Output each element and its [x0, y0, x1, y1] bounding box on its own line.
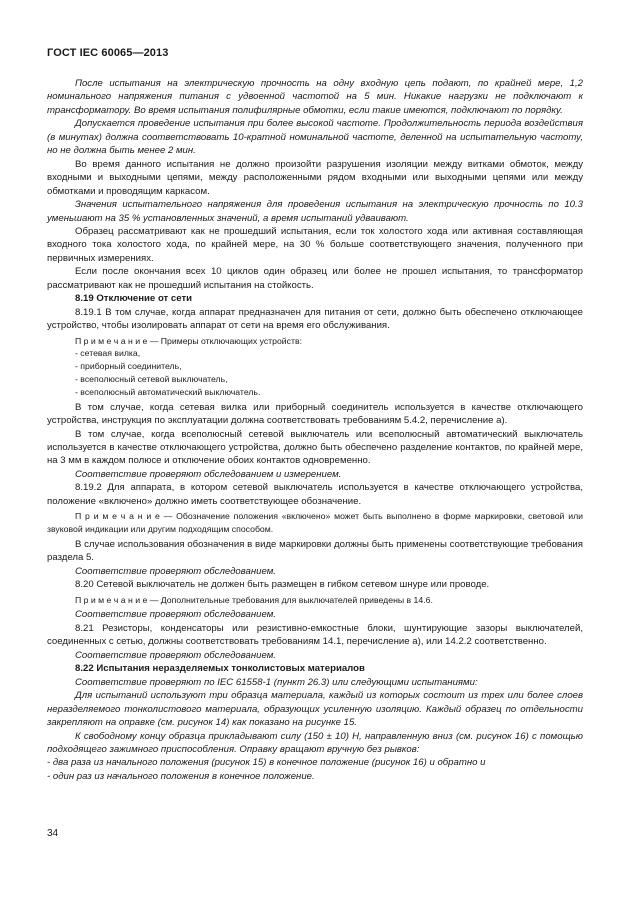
list-item: - приборный соединитель,: [75, 361, 182, 372]
paragraph: После испытания на электрическую прочность на одну входную цепь подают, по крайней мере, 1,2 номинального напряжения питания с удвоенной частотой на 5 мин. Никакие нагрузки не подключают к трансформатору. Во время испытания полифилярные обмотки, если такие имеются, подключают по порядку.: [47, 78, 583, 116]
paragraph: Допускается проведение испытания при более высокой частоте. Продолжительность периода воздействия (в минутах) должна соответствовать 10-кратной номинальной частоте, деленной на испытательную частоту, но не должна быть менее 2 мин.: [47, 118, 583, 157]
note: П р и м е ч а н и е — Обозначение положения «включено» может быть выполнено в форме маркировки, световой или звуковой индикации или другим подходящим способом.: [47, 511, 583, 535]
paragraph: В случае использования обозначения в виде маркировки должны быть применены соответствующие требования раздела 5.: [47, 538, 583, 564]
list-item: - сетевая вилка,: [75, 348, 141, 359]
paragraph: Соответствие проверяют обследованием.: [75, 565, 276, 577]
paragraph: Для испытаний используют три образца материала, каждый из которых состоит из трех или более слоев неразделяемого тонколистового материала, образующих усиленную изоляцию. Каждый образец по отдельности закрепляют на оправке (см. рисунок 14) как показано на рисунке 15.: [47, 690, 583, 729]
paragraph: В том случае, когда всеполюсный сетевой выключатель или всеполюсный автоматический выключатель используется в качестве отключающего устройства, должно быть обеспечено разделение контактов, по крайней мере, на 3 мм в каждом полюсе и отключение обоих контактов одновременно.: [47, 428, 583, 467]
paragraph: К свободному концу образца прикладывают силу (150 ± 10) Н, направленную вниз (см. рисунок 16) с помощью подходящего зажимного приспособления. Оправку вращают вручную без рывков:: [47, 730, 583, 755]
paragraph: Соответствие проверяют обследованием.: [75, 649, 276, 661]
paragraph: 8.21 Резисторы, конденсаторы или резистивно-емкостные блоки, шунтирующие зазоры выключателей, соединенных с сетью, должны соответствовать требованиям 14.1, перечисление а), или 14.2.2 соответственно.: [47, 622, 583, 648]
paragraph: Если после окончания всех 10 циклов один образец или более не прошел испытания, то трансформатор рассматривают как не прошедший испытания на стойкость.: [47, 266, 583, 291]
paragraph: 8.20 Сетевой выключатель не должен быть размещен в гибком сетевом шнуре или проводе.: [75, 579, 490, 591]
page-number: 34: [47, 828, 59, 839]
paragraph: Соответствие проверяют обследованием.: [75, 609, 276, 621]
document-header: ГОСТ IEC 60065—2013: [47, 47, 169, 59]
paragraph: Образец рассматривают как не прошедший испытания, если ток холостого хода или активная составляющая входного тока холостого хода, по крайней мере, на 30 % больше соответствующего значения, полученного при первичных измерениях.: [47, 225, 583, 264]
section-heading: 8.19 Отключение от сети: [75, 293, 193, 305]
note: П р и м е ч а н и е — Примеры отключающих устройств:: [75, 335, 303, 346]
paragraph: Соответствие проверяют обследованием и измерением.: [75, 468, 342, 480]
paragraph: Значения испытательного напряжения для проведения испытания на электрическую прочность по 10.3 уменьшают на 35 % установленных значений, а время испытаний удваивают.: [47, 199, 583, 224]
list-item: - два раза из начального положения (рисунок 15) в конечное положение (рисунок 16) и обратно и: [47, 757, 486, 769]
paragraph: 8.19.2 Для аппарата, в котором сетевой выключатель используется в качестве отключающего устройства, положение «включено» должно иметь соответствующее обозначение.: [47, 482, 583, 507]
paragraph: Соответствие проверяют по IEC 61558-1 (пункт 26.3) или следующими испытаниями:: [75, 676, 478, 688]
note: П р и м е ч а н и е — Дополнительные требования для выключателей приведены в 14.6.: [75, 594, 433, 605]
document-body: [47, 77, 583, 783]
paragraph: В том случае, когда сетевая вилка или приборный соединитель используется в качестве отключающего устройства, инструкция по эксплуатации должна соответствовать требованиям 5.4.2, перечисление а).: [47, 401, 583, 427]
paragraph: 8.19.1 В том случае, когда аппарат предназначен для питания от сети, должно быть обеспечено отключающее устройство, чтобы изолировать аппарат от сети на время его обслуживания.: [47, 306, 583, 332]
section-heading: 8.22 Испытания неразделяемых тонколистовых материалов: [75, 663, 365, 675]
list-item: - один раз из начального положения в конечное положение.: [47, 770, 315, 782]
list-item: - всеполюсный сетевой выключатель,: [75, 374, 228, 384]
list-item: - всеполюсный автоматический выключатель.: [75, 386, 261, 397]
paragraph: Во время данного испытания не должно произойти разрушения изоляции между витками обмоток, между входными и выходными цепями, между расположенными рядом входными или выходными цепями или между обмотками и проводящим каркасом.: [47, 158, 583, 197]
